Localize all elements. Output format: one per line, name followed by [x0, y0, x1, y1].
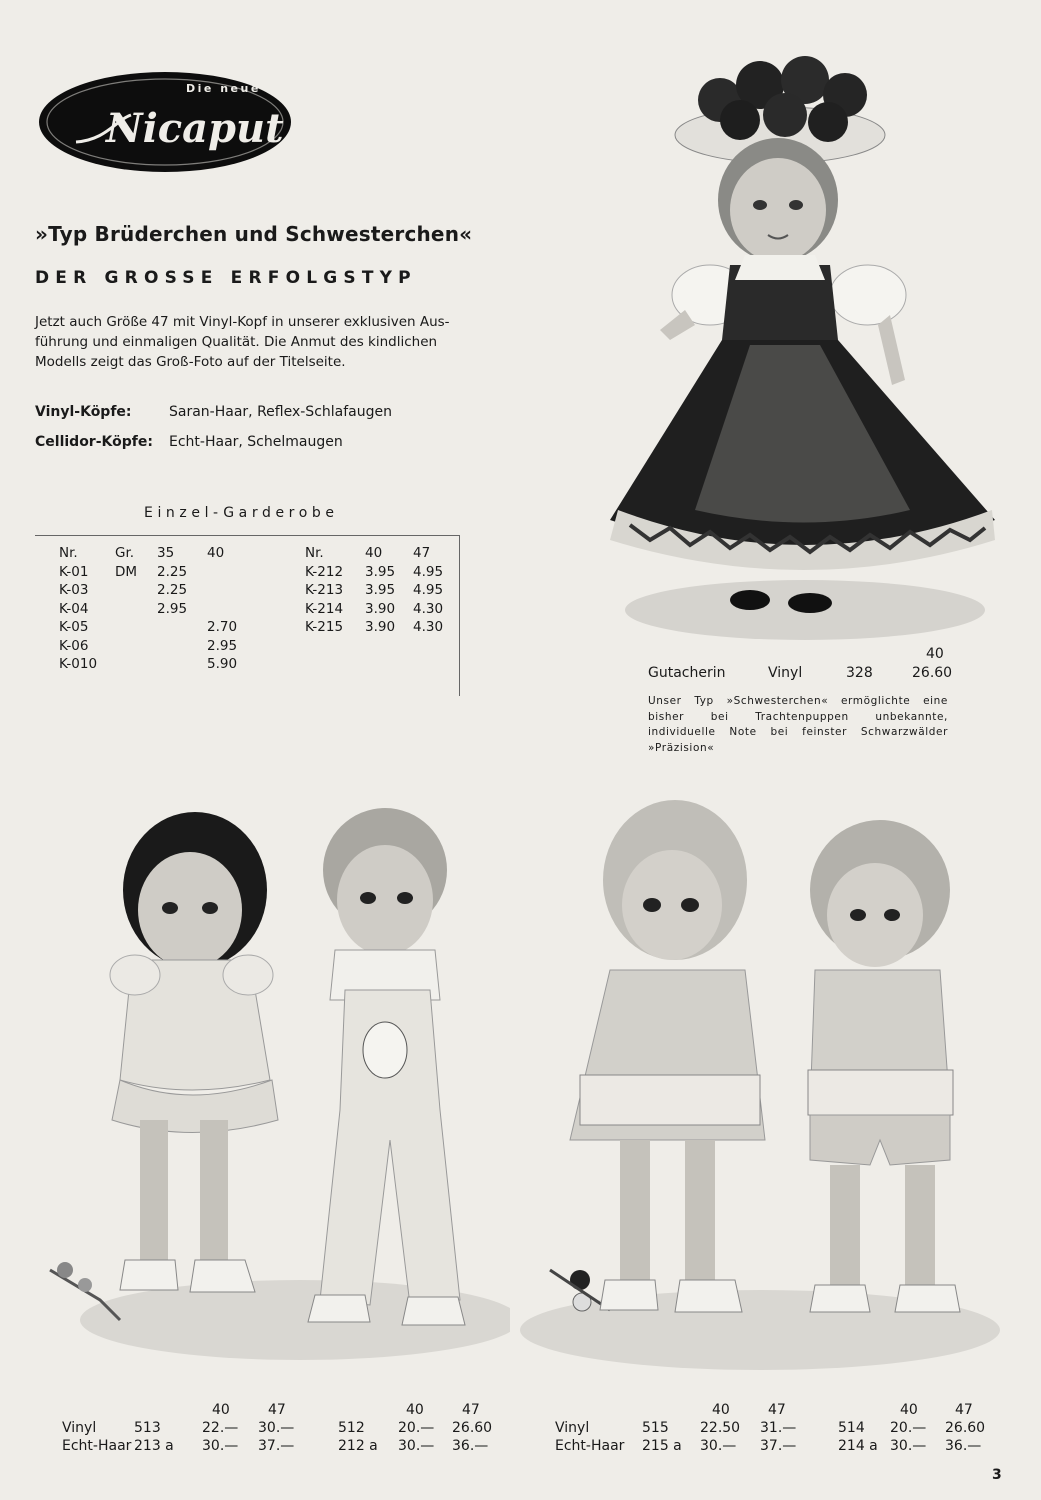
cell: [115, 581, 157, 600]
cell: 3.95: [365, 582, 396, 598]
page-title: »Typ Brüderchen und Schwesterchen«: [35, 222, 473, 246]
cell: K-05: [59, 619, 89, 635]
price: 22.50: [700, 1420, 741, 1436]
price: 20.—: [398, 1420, 435, 1436]
gutacherin-name: Gutacherin: [648, 665, 726, 681]
header-cell: Nr.: [59, 545, 78, 561]
table-row: [305, 600, 453, 619]
cell: K-01: [59, 563, 89, 580]
cell: [207, 581, 247, 600]
price: 30.—: [890, 1438, 927, 1454]
article-number: 515: [642, 1420, 669, 1436]
table-row: [305, 563, 453, 582]
cell: DM: [115, 563, 138, 580]
spec-vinyl: [35, 404, 392, 420]
header-cell: 35: [157, 545, 175, 561]
size-label: 47: [955, 1402, 973, 1418]
logo-small-text: Die neue: [186, 82, 261, 95]
cell: 4.30: [413, 619, 444, 635]
gutacherin-note: Unser Typ »Schwesterchen« ermöglichte eine bisher bei Trachtenpuppen unbekannte, individuelle Note bei feinster Schwarzwälder »Präzision«: [648, 695, 948, 754]
header-cell: 40: [365, 545, 383, 561]
price: 36.—: [452, 1438, 489, 1454]
garderobe-table: [35, 535, 460, 690]
cell: K-010: [59, 656, 98, 672]
spec-key: Cellidor-Köpfe:: [35, 434, 153, 450]
photo-gutacherin-doll: [600, 40, 1010, 650]
gutacherin-number: 328: [846, 665, 873, 681]
cell: [157, 655, 207, 674]
intro-line: Modells zeigt das Groß-Foto auf der Titelseite.: [35, 354, 346, 370]
brand-logo: [36, 70, 294, 175]
size-label: 47: [268, 1402, 286, 1418]
cell: 3.90: [365, 619, 396, 635]
table-row: [59, 637, 247, 656]
logo-brand-text: Nicaput: [106, 105, 284, 152]
size-label: 40: [712, 1402, 730, 1418]
table-row: [305, 581, 453, 600]
price: 20.—: [890, 1420, 927, 1436]
header-cell: 40: [207, 545, 225, 561]
table-row: [59, 581, 247, 600]
cell: 3.95: [365, 563, 396, 580]
article-number: 213 a: [134, 1438, 174, 1454]
size-label: 40: [900, 1402, 918, 1418]
cell: K-212: [305, 563, 344, 580]
table-row: [59, 563, 247, 582]
price: 26.60: [945, 1420, 986, 1436]
table-row: [59, 600, 247, 619]
intro-line: führung und einmaligen Qualität. Die Anmut des kindlichen: [35, 334, 438, 350]
cell: K-03: [59, 582, 89, 598]
cell: K-06: [59, 637, 89, 654]
size-label: 40: [406, 1402, 424, 1418]
price: 30.—: [202, 1438, 239, 1454]
row-label-echthaar: Echt-Haar: [62, 1438, 132, 1454]
spec-cellidor: [35, 434, 343, 450]
price: 30.—: [398, 1438, 435, 1454]
garderobe-right-table: [305, 544, 453, 637]
cell: [157, 618, 207, 637]
cell: 2.70: [207, 619, 238, 635]
cell: K-04: [59, 600, 89, 617]
article-number: 214 a: [838, 1438, 878, 1454]
page-number: 3: [992, 1467, 1002, 1483]
spec-value: Echt-Haar, Schelmaugen: [169, 434, 343, 450]
header-cell: 47: [413, 545, 431, 561]
cell: 2.25: [157, 563, 188, 580]
article-number: 513: [134, 1420, 161, 1436]
article-number: 215 a: [642, 1438, 682, 1454]
price: 31.—: [760, 1420, 797, 1436]
header-cell: Gr.: [115, 545, 135, 561]
price: 30.—: [258, 1420, 295, 1436]
table-header-row: [305, 544, 453, 563]
row-label-vinyl: Vinyl: [555, 1420, 590, 1436]
cell: K-214: [305, 600, 344, 617]
size-label: 47: [768, 1402, 786, 1418]
garderobe-left-table: [59, 544, 247, 674]
price: 30.—: [700, 1438, 737, 1454]
cell: 4.95: [413, 563, 444, 580]
cell: [207, 563, 247, 582]
page-subtitle: DER GROSSE ERFOLGSTYP: [35, 268, 417, 288]
cell: [207, 600, 247, 619]
cell: 5.90: [207, 656, 238, 672]
cell: [157, 637, 207, 656]
row-label-vinyl: Vinyl: [62, 1420, 97, 1436]
cell: [115, 637, 157, 656]
table-row: [59, 618, 247, 637]
cell: 2.95: [207, 637, 238, 654]
table-row: [59, 655, 247, 674]
cell: [115, 655, 157, 674]
price: 26.60: [452, 1420, 493, 1436]
gutacherin-size: 40: [926, 646, 944, 662]
cell: 3.90: [365, 600, 396, 617]
intro-line: Jetzt auch Größe 47 mit Vinyl-Kopf in unserer exklusiven Aus-: [35, 314, 450, 330]
article-number: 512: [338, 1420, 365, 1436]
cell: 4.95: [413, 582, 444, 598]
article-number: 212 a: [338, 1438, 378, 1454]
size-label: 47: [462, 1402, 480, 1418]
table-row: [305, 618, 453, 637]
price: 37.—: [258, 1438, 295, 1454]
article-number: 514: [838, 1420, 865, 1436]
table-header-row: [59, 544, 247, 563]
photo-doll-pair-left: [40, 800, 510, 1360]
cell: 2.25: [157, 582, 188, 598]
cell: K-215: [305, 619, 344, 635]
cell: K-213: [305, 582, 344, 598]
spec-key: Vinyl-Köpfe:: [35, 404, 132, 420]
spec-value: Saran-Haar, Reflex-Schlafaugen: [169, 404, 392, 420]
cell: 2.95: [157, 600, 188, 617]
intro-paragraph: [35, 312, 465, 372]
cell: [115, 618, 157, 637]
gutacherin-price: 26.60: [912, 665, 953, 681]
row-label-echthaar: Echt-Haar: [555, 1438, 625, 1454]
header-cell: Nr.: [305, 545, 324, 561]
price: 36.—: [945, 1438, 982, 1454]
photo-doll-pair-right: [510, 780, 1000, 1370]
garderobe-title: Einzel-Garderobe: [144, 505, 339, 521]
cell: 4.30: [413, 600, 444, 617]
price: 37.—: [760, 1438, 797, 1454]
price: 22.—: [202, 1420, 239, 1436]
gutacherin-material: Vinyl: [768, 665, 803, 681]
size-label: 40: [212, 1402, 230, 1418]
cell: [115, 600, 157, 619]
